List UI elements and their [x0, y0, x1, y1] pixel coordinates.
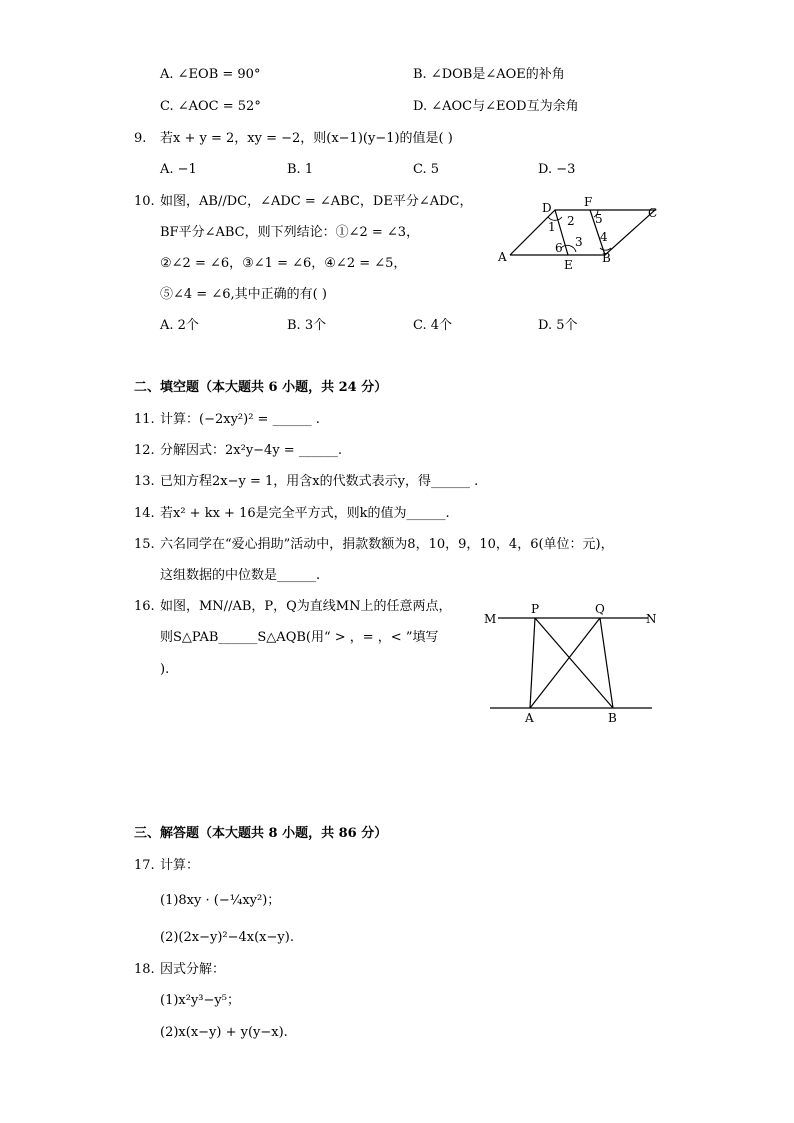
q10-option-a: A. 2个: [160, 318, 199, 333]
q10-label-a: A: [498, 250, 507, 264]
q10-angle-label-1: 1: [548, 220, 556, 234]
q16-label-m: M: [484, 612, 497, 626]
q16-label-p: P: [531, 602, 540, 616]
q10-figure: [490, 190, 670, 280]
q10-angle-label-2: 2: [567, 214, 575, 228]
q16-line2: 则S△PAB______S△AQB(用“ > ，= ，< ”填写: [160, 630, 439, 645]
q10-number: 10.: [134, 194, 155, 209]
q9-option-c: C. 5: [413, 162, 440, 177]
q11-text: 计算：(−2xy²)² = ______ .: [160, 412, 320, 427]
q10-angle-label-4: 4: [600, 230, 608, 244]
q18-text: 因式分解：: [160, 962, 226, 977]
q14-text: 若x² + kx + 16是完全平方式，则k的值为______.: [160, 506, 450, 521]
q13-text: 已知方程2x−y = 1，用含x的代数式表示y，得______ .: [160, 474, 479, 489]
q10-label-f: F: [584, 195, 593, 209]
q10-line2: BF平分∠ABC，则下列结论：①∠2 = ∠3，: [160, 225, 420, 240]
q16-segment-pb: [535, 618, 613, 708]
q16-label-q: Q: [595, 602, 605, 616]
q10-label-b: B: [602, 251, 611, 265]
q8-option-a: A. ∠EOB = 90°: [160, 67, 261, 82]
q17-part1: (1)8xy · (−¼xy²)；: [160, 893, 281, 908]
q16-line3: ).: [160, 662, 170, 677]
q16-segment-qa: [530, 618, 600, 708]
q9-option-a: A. −1: [160, 162, 197, 177]
q10-angle-arc-e: [561, 245, 576, 252]
q12-text: 分解因式：2x²y−4y = ______.: [160, 443, 342, 458]
q9-option-d: D. −3: [538, 162, 576, 177]
q16-segment-pa: [530, 618, 535, 708]
q16-label-b: B: [608, 711, 617, 725]
q16-line1: 如图，MN//AB，P，Q为直线MN上的任意两点，: [160, 599, 452, 614]
q16-label-a: A: [525, 711, 534, 725]
q10-label-c: C: [648, 206, 658, 220]
q18-part1: (1)x²y³−y⁵；: [160, 993, 240, 1008]
q10-label-d: D: [542, 201, 552, 215]
q8-option-b: B. ∠DOB是∠AOE的补角: [413, 67, 565, 82]
q11-number: 11.: [134, 412, 155, 427]
q17-number: 17.: [134, 858, 155, 873]
q12-number: 12.: [134, 443, 155, 458]
q10-label-e: E: [564, 258, 573, 272]
q17-part2: (2)(2x−y)²−4x(x−y).: [160, 930, 294, 945]
q8-option-c: C. ∠AOC = 52°: [160, 99, 261, 114]
q10-line1: 如图，AB//DC，∠ADC = ∠ABC，DE平分∠ADC，: [160, 194, 473, 209]
q9-number: 9.: [134, 131, 147, 146]
q10-line3: ②∠2 = ∠6，③∠1 = ∠6，④∠2 = ∠5，: [160, 256, 407, 271]
q16-figure: [480, 598, 660, 728]
q15-number: 15.: [134, 537, 155, 552]
q10-angle-label-6: 6: [555, 241, 563, 255]
q9-option-b: B. 1: [287, 162, 314, 177]
q16-label-n: N: [646, 612, 657, 626]
q10-option-b: B. 3个: [287, 318, 327, 333]
q10-angle-arc-b: [600, 248, 611, 250]
section2-title: 二、填空题（本大题共 6 小题，共 24 分）: [134, 380, 388, 395]
q14-number: 14.: [134, 506, 155, 521]
q16-number: 16.: [134, 599, 155, 614]
q10-angle-label-3: 3: [575, 235, 583, 249]
q18-part2: (2)x(x−y) + y(y−x).: [160, 1025, 288, 1040]
q15-line1: 六名同学在“爱心捐助”活动中，捐款数额为8，10，9，10，4，6(单位：元)，: [160, 537, 614, 552]
q8-option-d: D. ∠AOC与∠EOD互为余角: [413, 99, 579, 114]
q10-line4: ⑤∠4 = ∠6,其中正确的有( ): [160, 287, 327, 302]
q15-line2: 这组数据的中位数是______.: [160, 568, 321, 583]
q9-text: 若x + y = 2，xy = −2，则(x−1)(y−1)的值是( ): [160, 131, 453, 146]
q10-angle-label-5: 5: [595, 212, 603, 226]
q10-option-c: C. 4个: [413, 318, 453, 333]
q17-text: 计算：: [160, 858, 200, 873]
q10-option-d: D. 5个: [538, 318, 578, 333]
section3-title: 三、解答题（本大题共 8 小题，共 86 分）: [134, 826, 388, 841]
q13-number: 13.: [134, 474, 155, 489]
q18-number: 18.: [134, 962, 155, 977]
